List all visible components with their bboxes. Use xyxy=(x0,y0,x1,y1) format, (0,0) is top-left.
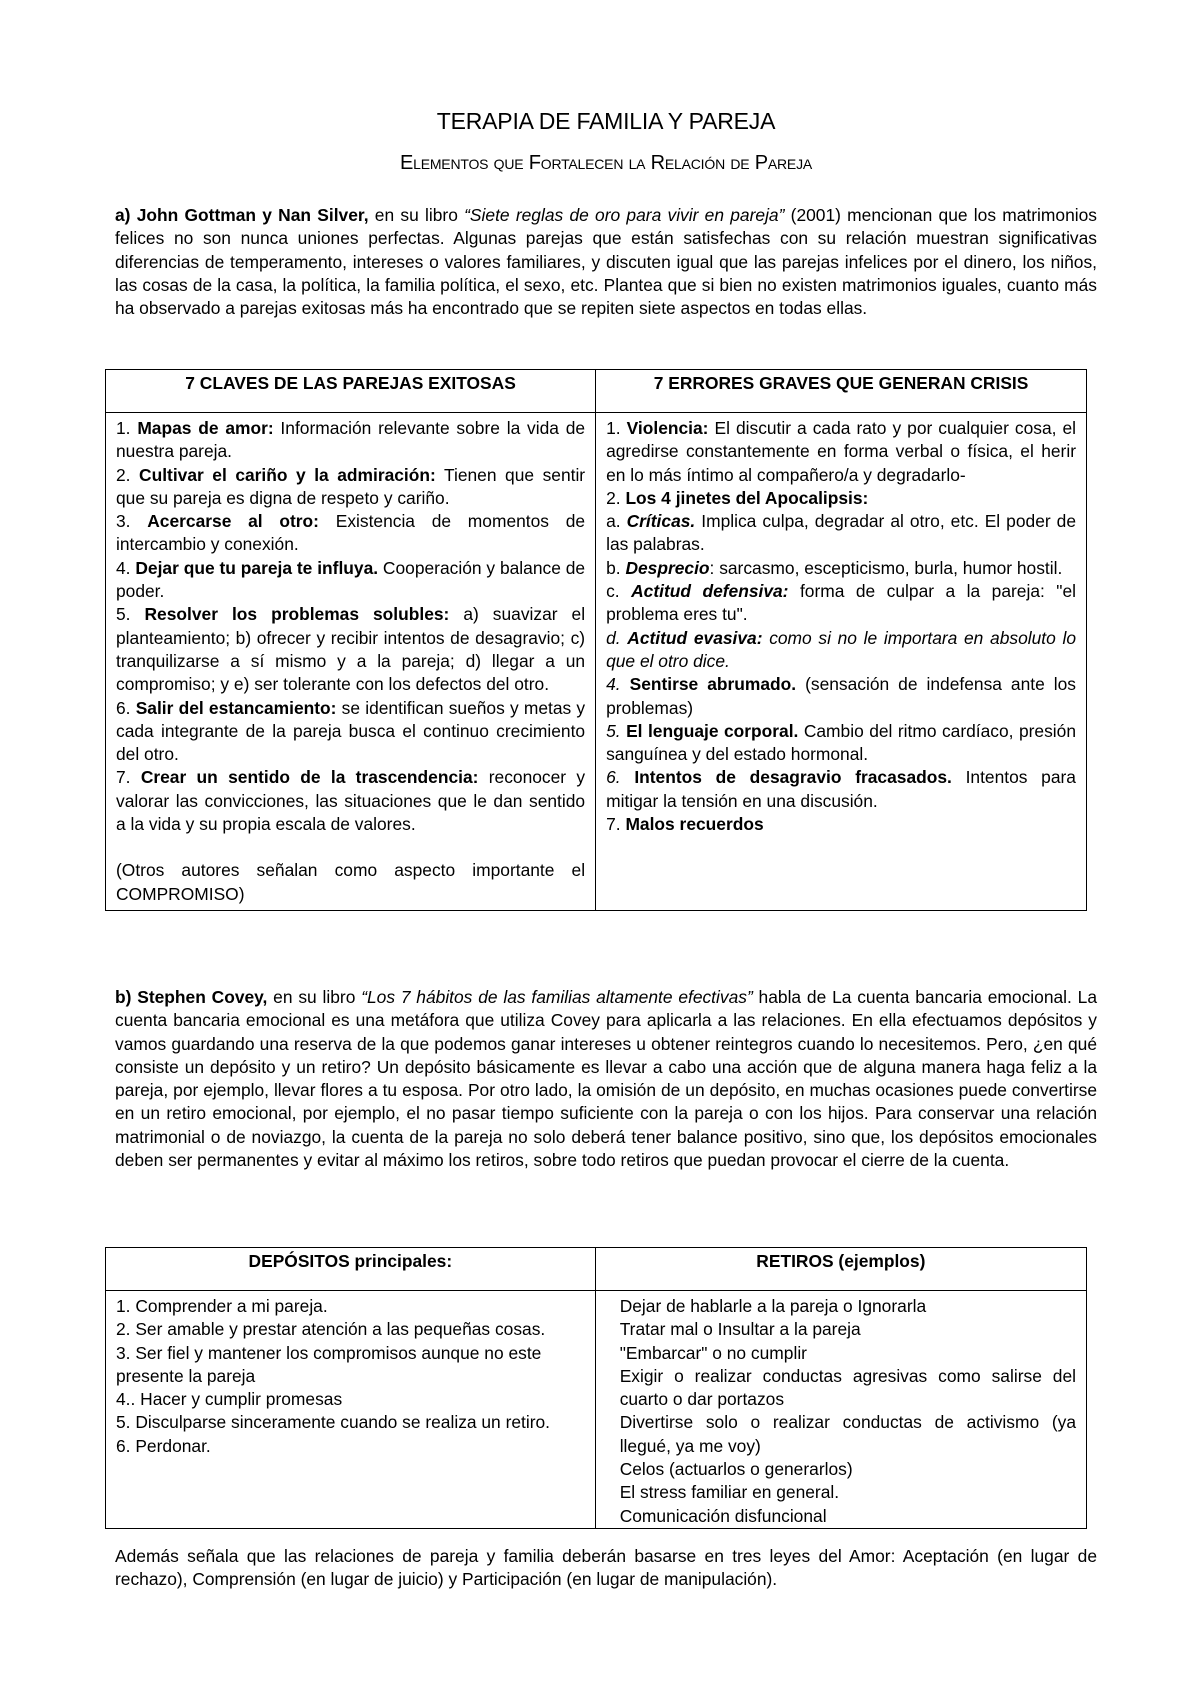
header-retiros: RETIROS (ejemplos) xyxy=(595,1248,1086,1291)
list-item: 4. Dejar que tu pareja te influya. Cooperación y balance de poder. xyxy=(116,557,586,602)
list-item: 2. Ser amable y prestar atención a las pequeñas cosas. xyxy=(116,1319,546,1340)
book-title: “Siete reglas de oro para vivir en pareja” xyxy=(464,205,785,225)
list-item: Dejar de hablarle a la pareja o Ignorarla xyxy=(619,1296,927,1316)
list-item: 5. El lenguaje corporal. Cambio del ritmo cardíaco, presión sanguínea y del estado hormonal. xyxy=(606,720,1076,765)
author-label: b) Stephen Covey, xyxy=(115,987,268,1007)
list-item: 6. Intentos de desagravio fracasados. Intentos para mitigar la tensión en una discusión. xyxy=(606,767,1076,811)
list-item: El stress familiar en general. xyxy=(619,1482,840,1503)
list-item: c. Actitud defensiva: forma de culpar a la pareja: "el problema eres tu". xyxy=(606,581,1077,625)
list-item: 1. Violencia: El discutir a cada rato y por cualquier cosa, el agredirse constantemente en forma verbal o física, el herir en lo más íntimo al compañero/a y degradarlo- xyxy=(606,418,1077,485)
paragraph-closing: Además señala que las relaciones de pareja y familia deberán basarse en tres leyes del Amor: Aceptación (en lugar de rechazo), Comprensión (en lugar de juicio) y Participación (en lugar de manipulación). xyxy=(115,1546,1097,1590)
list-item: 4. Sentirse abrumado. (sensación de indefensa ante los problemas) xyxy=(606,674,1076,718)
author-label: a) John Gottman y Nan Silver, xyxy=(115,205,369,225)
list-item: 4.. Hacer y cumplir promesas xyxy=(116,1389,343,1410)
depositos-cell xyxy=(106,1291,596,1529)
list-item: Comunicación disfuncional xyxy=(619,1505,827,1526)
list-item: Tratar mal o Insultar a la pareja xyxy=(619,1319,861,1340)
list-item: 6. Salir del estancamiento: se identifican sueños y metas y cada integrante de la pareja busca el continuo crecimiento del otro. xyxy=(116,697,586,765)
list-item: 7. Malos recuerdos xyxy=(606,814,764,835)
list-item: 7. Crear un sentido de la trascendencia: reconocer y valorar las convicciones, las situaciones que le dan sentido a la vida y su propia escala de valores. xyxy=(116,767,586,835)
list-item: 3. Ser fiel y mantener los compromisos aunque no este presente la pareja xyxy=(116,1342,542,1386)
list-item: d. Actitud evasiva: como si no le importara en absoluto lo que el otro dice. xyxy=(606,627,1076,671)
header-claves: 7 CLAVES DE LAS PAREJAS EXITOSAS xyxy=(106,370,596,413)
list-item: 5. Disculparse sinceramente cuando se realiza un retiro. xyxy=(116,1412,551,1433)
table-depositos-retiros xyxy=(105,1247,1087,1529)
list-item: Divertirse solo o realizar conductas de activismo (ya llegué, ya me voy) xyxy=(619,1412,1076,1456)
retiros-cell xyxy=(595,1291,1086,1529)
list-item: b. Desprecio: sarcasmo, escepticismo, burla, humor hostil. xyxy=(606,557,1063,578)
list-item: 5. Resolver los problemas solubles: a) suavizar el planteamiento; b) ofrecer y recibir intentos de desagravio; c) tranquilizarse a sí mismo y a la pareja; d) llegar a un compromiso; y e) ser tolerante con los defectos del otro. xyxy=(116,604,586,695)
list-item: Celos (actuarlos o generarlos) xyxy=(619,1459,853,1480)
claves-note: (Otros autores señalan como aspecto importante el COMPROMISO) xyxy=(116,860,586,904)
list-item: 2. Cultivar el cariño y la admiración: Tienen que sentir que su pareja es digna de respeto y cariño. xyxy=(116,464,586,508)
list-item: 6. Perdonar. xyxy=(116,1435,211,1456)
table-claves-errores xyxy=(105,369,1087,911)
header-depositos: DEPÓSITOS principales: xyxy=(106,1248,596,1291)
pre-book-text: en su libro xyxy=(368,205,465,225)
paragraph-gottman xyxy=(115,204,1097,320)
book-title: “Los 7 hábitos de las familias altamente efectivas” xyxy=(361,987,753,1007)
list-item: 1. Comprender a mi pareja. xyxy=(116,1296,328,1316)
list-item: Exigir o realizar conductas agresivas como salirse del cuarto o dar portazos xyxy=(619,1365,1076,1410)
paragraph-covey xyxy=(115,986,1097,1172)
document-title: TERAPIA DE FAMILIA Y PAREJA xyxy=(436,108,776,134)
list-item: 2. Los 4 jinetes del Apocalipsis: xyxy=(606,487,869,508)
errores-cell xyxy=(596,413,1087,911)
list-item: "Embarcar" o no cumplir xyxy=(619,1342,807,1363)
pre-book-text: en su libro xyxy=(267,987,362,1007)
paragraph-text: habla de La cuenta bancaria emocional. La cuenta bancaria emocional es una metáfora que utiliza Covey para aplicarla a las relaciones. En ella efectuamos depósitos y vamos guardando una reserva de la que podemos ganar intereses u obtener reintegros cuando lo necesitemos. Pero, ¿en qué consiste un depósito y un retiro? Un depósito básicamente es llevar a cabo una acción que de alguna manera haga feliz a la pareja, por ejemplo, llevar flores a tu esposa. Por otro lado, la omisión de un depósito, en muchas ocasiones puede convertirse en un retiro emocional, por ejemplo, el no pasar tiempo suficiente con la pareja o con los hijos. Para conservar una relación matrimonial o de noviazgo, la cuenta de la pareja no solo deberá tener balance positivo, sino que, los depósitos emocionales deben ser permanentes y evitar al máximo los retiros, sobre todo retiros que puedan provocar el cierre de la cuenta. xyxy=(115,987,1098,1171)
list-item: 1. Mapas de amor: Información relevante sobre la vida de nuestra pareja. xyxy=(116,418,586,462)
list-item: 3. Acercarse al otro: Existencia de momentos de intercambio y conexión. xyxy=(116,511,586,555)
paragraph-text: (2001) mencionan que los matrimonios felices no son nunca uniones perfectas. Algunas parejas que están satisfechas con su relación muestran significativas diferencias de temperamento, intereses o valores familiares, y discuten igual que las parejas infelices por el dinero, los niños, las cosas de la casa, la política, la familia política, el sexo, etc. Plantea que si bien no existen matrimonios iguales, cuanto más ha observado a parejas exitosas más ha encontrado que se repiten siete aspectos en todas ellas. xyxy=(115,205,1097,319)
header-errores: 7 ERRORES GRAVES QUE GENERAN CRISIS xyxy=(596,370,1087,413)
claves-cell xyxy=(106,413,596,911)
list-item: a. Críticas. Implica culpa, degradar al otro, etc. El poder de las palabras. xyxy=(606,511,1076,555)
document-subtitle: Elementos que Fortalecen la Relación de Pareja xyxy=(399,152,813,174)
